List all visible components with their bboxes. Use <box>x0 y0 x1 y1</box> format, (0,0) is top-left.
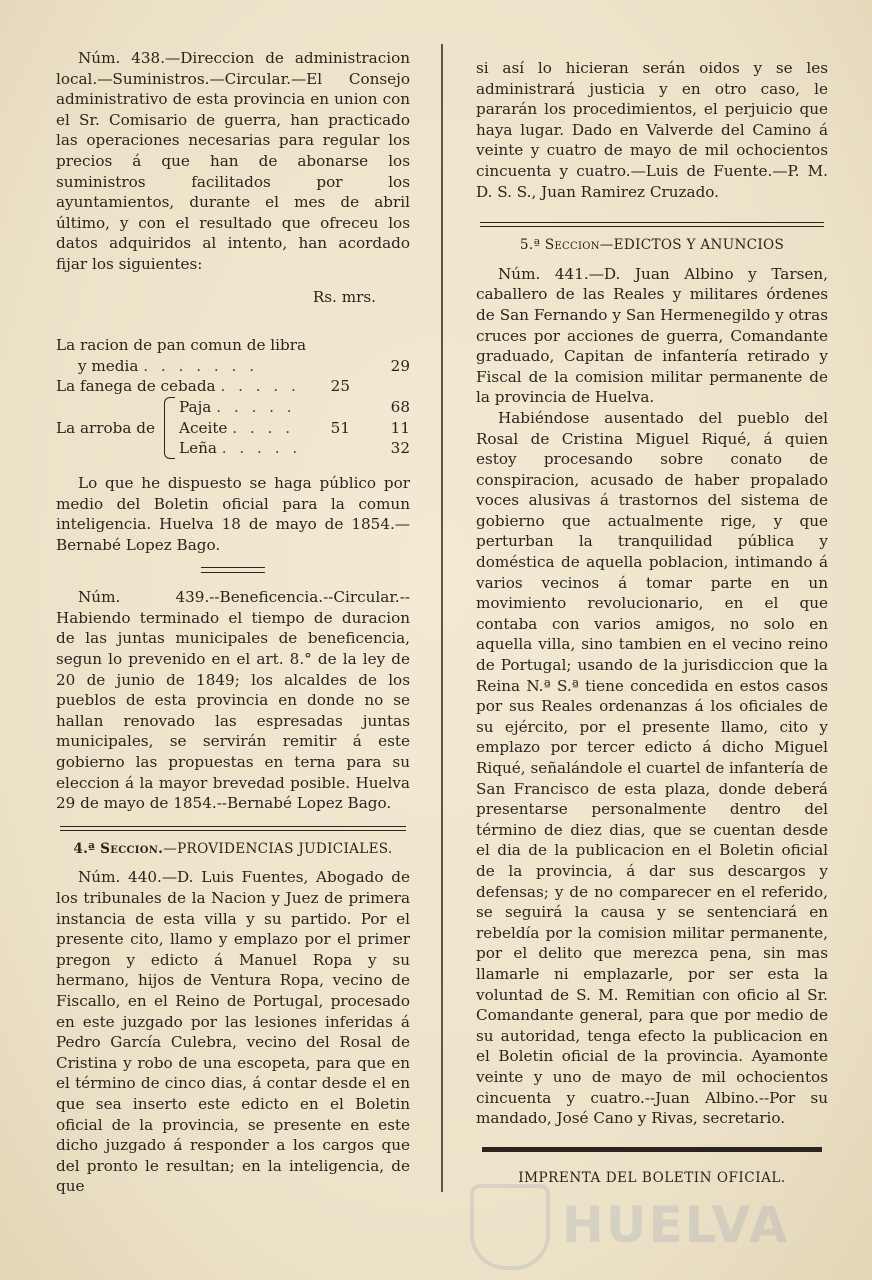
column-divider <box>441 44 443 1192</box>
article-438-number: Núm. 438. <box>78 49 166 67</box>
article-440-continuation: si así lo hicieran serán oidos y se les administrará justicia y en otro caso, le pararán los procedimientos, el perjuicio que haya lugar. Dado en Valverde del Camino á veinte y cuatro de mayo de mil ochocientos cincuenta y cuatro.—Luis de Fuente.—P. M. D. S. S., Juan Ramirez Cruzado. <box>476 59 828 201</box>
article-441-body: Habiéndose ausentado del pueblo del Rosal de Cristina Miguel Riqué, á quien estoy procesando sobre conato de conspiracion, acusado de haber propalado voces alusivas á trastornos del sistema de gobierno que actualmente rige, y que perturban la tranquilidad pública y doméstica de aquella poblacion, intimando á varios vecinos á tomar parte en un movimiento revolucionario, en el que contaba con varios amigos, no solo en aquella villa, sino tambien en el vecino reino de Portugal; usando de la jurisdiccion que la Reina N.ª S.ª tiene concedida en estos casos por sus Reales ordenanzas á los oficiales de su ejército, por el presente llamo, cito y emplazo por tercer edicto á dicho Miguel Riqué, señalándole el cuartel de infantería de San Francisco de esta plaza, donde deberá presentarse personalmente dentro del término de diez dias, que se cuentan desde el dia de la publicacion en el Boletin oficial de la provincia, á dar sus descargos y defensas; y de no comparecer en el referido, se seguirá la causa y se sentenciará en rebeldía por la comision militar permanente, por el delito que merezca pena, sin mas llamarle ni emplazarle, por ser esta la voluntad de S. M. Remitian con oficio al Sr. Comandante general, para que por medio de su autoridad, tenga efecto la publicacion en el Boletin oficial de la provincia. Ayamonte veinte y uno de mayo de mil ochocientos cincuenta y cuatro.--Juan Albino.--Por su mandado, José Cano y Rivas, secretario. <box>476 408 828 1128</box>
article-441-number: Núm. 441. <box>498 264 589 283</box>
article-438-body: El Consejo administrativo de esta provincia en union con el Sr. Comisario de guerra, han practicado las operaciones necesarias para regular los precios á que han de abonarse los suministros facilitados por los ayuntamientos, durante el mes de abril último, y con el resultado que ofreceu los datos adquiridos al intento, han acordado fijar los siguientes: <box>56 69 410 273</box>
price-row: La racion de pan comun de libra y media . . . . . . . 29 <box>56 336 410 375</box>
section-4-label: 4.ª Seccion. <box>73 840 164 857</box>
price-row-label: La racion de pan comun de libra <box>56 336 307 355</box>
price-row-label-cont: y media <box>78 356 139 375</box>
arroba-label: La arroba de <box>56 418 156 437</box>
article-438-closing: Lo que he dispuesto se haga público por medio del Boletin oficial para la comun inteligencia. Huelva 18 de mayo de 1854.— Bernabé Lopez Bago. <box>56 473 410 554</box>
huelva-watermark <box>470 1178 790 1268</box>
price-column-header: Rs. mrs. <box>312 287 376 306</box>
printer-imprint: IMPRENTA DEL BOLETIN OFICIAL. <box>518 1169 786 1186</box>
price-row-label: La fanega de cebada <box>56 377 216 396</box>
article-439-body: --Beneficencia.--Circular.--Habiendo terminado el tiempo de duracion de las juntas municipales de beneficencia, segun lo prevenido en el art. 8.° de la ley de 20 de junio de 1849; los alcaldes de los pueblos de esta provincia en donde no se hallan renovado las espresadas juntas municipales, se servirán remitir á este gobierno las propuestas en terna para su eleccion á la mayor brevedad posible. Huelva 29 de mayo de 1854.--Bernabé Lopez Bago. <box>56 588 410 813</box>
divider <box>201 567 265 573</box>
price-reales: 51 <box>330 418 350 437</box>
seal-icon <box>470 1184 550 1270</box>
price-maravedis: 68 <box>390 398 410 417</box>
price-maravedis: 32 <box>390 439 410 458</box>
section-4-title: —PROVIDENCIAS JUDICIALES. <box>163 840 393 857</box>
watermark-text: HUELVA <box>562 1196 790 1254</box>
price-row-label: Aceite <box>179 418 228 437</box>
article-439-number: Núm. 439. <box>78 588 210 607</box>
brace-icon <box>164 397 175 459</box>
price-row-label: Leña <box>179 439 217 458</box>
price-row: Aceite . . . . 51 11 <box>179 418 410 437</box>
right-column <box>476 58 828 1188</box>
divider <box>60 826 406 831</box>
divider <box>480 222 824 227</box>
article-441-intro-text: —D. Juan Albino y Tarsen, caballero de las Reales y militares órdenes de San Fernando y San Hermenegildo y otras cruces por acciones de guerra, Comandante graduado, Capitan de infantería retirado y Fiscal de la comision militar permanente de la provincia de Huelva. <box>476 264 829 407</box>
price-maravedis: 29 <box>390 356 410 375</box>
section-5-label: 5.ª Seccion <box>519 237 600 254</box>
section-4-heading <box>56 839 410 860</box>
article-440-number: Núm. 440. <box>78 868 162 887</box>
price-reales: 25 <box>330 377 350 396</box>
price-reales <box>310 356 350 377</box>
price-table <box>56 335 410 459</box>
section-5-title: —EDICTOS Y ANUNCIOS <box>599 237 785 254</box>
price-row-label: Paja <box>179 398 212 417</box>
article-438-heading: —Direccion de administracion local.—Suministros.—Circular.— <box>56 49 410 88</box>
price-row: Paja . . . . . 68 <box>179 398 410 417</box>
price-row: Leña . . . . . 32 <box>179 439 410 458</box>
article-441-intro <box>476 264 828 408</box>
price-row: La fanega de cebada . . . . . 25 <box>56 376 410 397</box>
price-maravedis: 11 <box>390 418 410 437</box>
left-column <box>56 48 410 1197</box>
article-438 <box>56 48 410 275</box>
price-reales <box>310 397 350 418</box>
article-440 <box>56 867 410 1197</box>
price-reales <box>310 438 350 459</box>
divider <box>482 1147 822 1152</box>
price-maravedis <box>350 376 410 397</box>
section-5-heading <box>476 235 828 256</box>
article-439 <box>56 587 410 814</box>
arroba-group <box>56 397 410 459</box>
article-440-body: —D. Luis Fuentes, Abogado de los tribunales de la Nacion y Juez de primera instancia de esta villa y su partido. Por el presente cito, llamo y emplazo por el primer pregon y edicto á Manuel Ropa y su hermano, hijos de Ventura Ropa, vecino de Fiscallo, en el Reino de Portugal, procesado en este juzgado por las lesiones inferidas á Pedro García Culebra, vecino del Rosal de Cristina y robo de una escopeta, para que en el término de cinco dias, á contar desde el en que sea inserto este edicto en el Boletin oficial de la provincia, se presente en este dicho juzgado á responder a los cargos que del pronto le resultan; en la inteligencia, de que <box>56 868 410 1196</box>
